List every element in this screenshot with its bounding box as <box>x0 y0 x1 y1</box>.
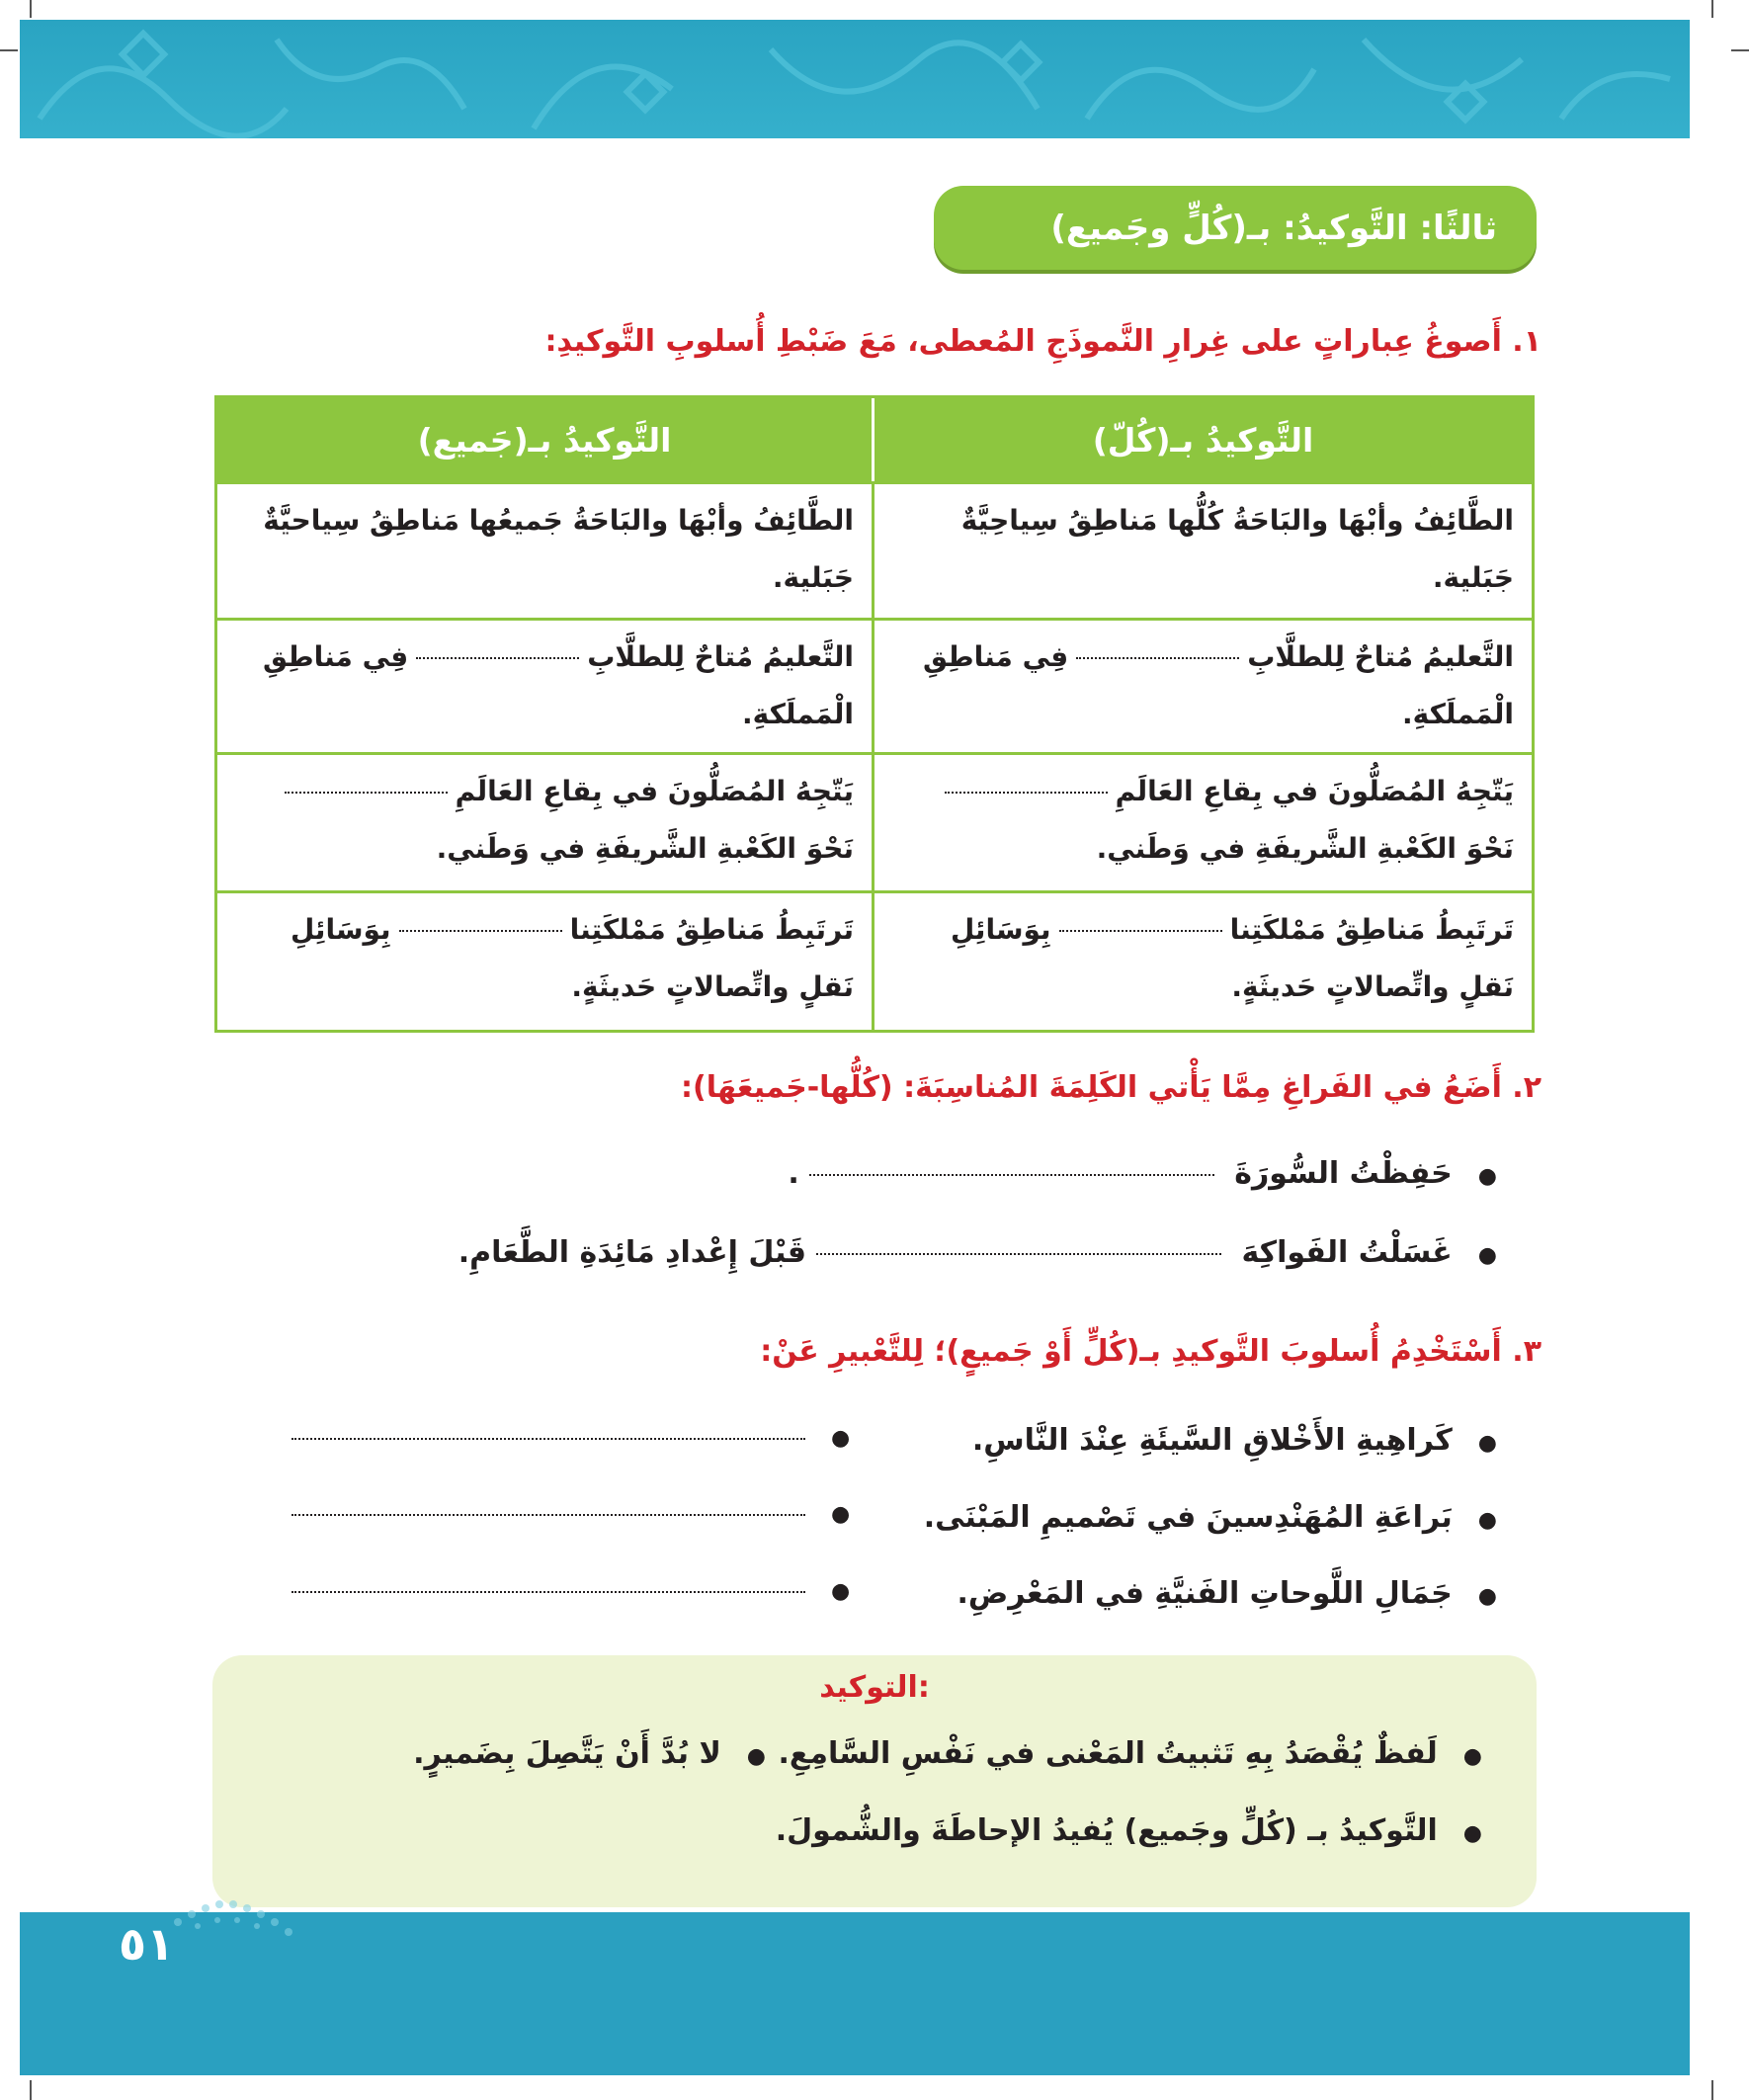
fill-item: ●غَسَلْتُ الفَواكِهَ قَبْلَ إِعْدادِ مَائِدَةِ الطَّعَامِ. <box>458 1235 1497 1270</box>
blank-field[interactable] <box>399 930 562 932</box>
crop-mark <box>1711 0 1713 18</box>
blank-field[interactable] <box>1076 657 1239 659</box>
note-item: ●لَفظٌ يُقْصَدُ بِهِ تَثبيتُ المَعْنى في نَفْسِ السَّامِعِ. <box>778 1736 1482 1771</box>
fill-item: ●حَفِظْتُ السُّورَةَ . <box>788 1156 1497 1191</box>
blank-field[interactable] <box>945 792 1108 794</box>
express-item: ●جَمَالِ اللَّوحاتِ الفَنيَّةِ في المَعْرِضِ. <box>957 1576 1497 1611</box>
answer-line <box>292 1579 850 1604</box>
bullet: ● <box>1477 1584 1497 1609</box>
blank-field[interactable] <box>292 1514 805 1516</box>
answer-line <box>292 1502 850 1527</box>
express-item: ●كَراهِيةِ الأَخْلاقِ السَّيئَةِ عِنْدَ النَّاسِ. <box>971 1423 1497 1458</box>
question-2-label: ٢. أَضَعُ في الفَراغِ مِمَّا يَأْتي الكَلِمَةَ المُناسِبَةَ: (كُلُّها-جَميعَهَا): <box>681 1070 1541 1105</box>
page-number: ٥١ <box>119 1917 175 1971</box>
bullet: ● <box>1477 1431 1497 1456</box>
ministry-logo-icon <box>158 1892 336 1952</box>
bullet: ● <box>831 1426 851 1451</box>
table-cell: التَّعليمُ مُتاحٌ لِلطلَّابِفِي مَناطِقِ الْمَملَكةِ. <box>217 618 872 752</box>
table-cell: التَّعليمُ مُتاحٌ لِلطلَّابِفِي مَناطِقِ الْمَملَكةِ. <box>872 618 1532 752</box>
table-cell: تَرتَبِطُ مَناطِقُ مَمْلكَتِنابِوَسَائِلِ نَقلٍ واتِّصالاتٍ حَديثَةٍ. <box>872 890 1532 1030</box>
note-item: ●التَّوكيدُ بـ (كُلٍّ وجَميع) يُفيدُ الإحاطَةَ والشُّمولَ. <box>775 1813 1482 1848</box>
crop-mark <box>1731 49 1749 51</box>
blank-field[interactable] <box>816 1253 1221 1255</box>
blank-field[interactable] <box>1059 930 1222 932</box>
table-header-kull: التَّوكيدُ بـ(كُلّ) <box>872 398 1532 481</box>
note-item: ●لا بُدَّ أَنْ يَتَّصِلَ بِضَميرٍ. <box>413 1736 766 1771</box>
bullet: ● <box>1477 1164 1497 1189</box>
header-band <box>20 20 1690 138</box>
question-1-label: ١. أَصوغُ عِباراتٍ على غِرارِ النَّموذَجِ المُعطى، مَعَ ضَبْطِ أُسلوبِ التَّوكيدِ: <box>544 324 1541 359</box>
bullet: ● <box>831 1579 851 1604</box>
crop-mark <box>0 49 18 51</box>
blank-field[interactable] <box>809 1174 1214 1176</box>
bullet: ● <box>1462 1821 1482 1846</box>
crop-mark <box>30 0 32 18</box>
express-item: ●بَراعَةِ المُهَنْدِسينَ في تَصْميمِ المَبْنَى. <box>923 1500 1497 1535</box>
bullet: ● <box>746 1744 766 1769</box>
table-cell: تَرتَبِطُ مَناطِقُ مَمْلكَتِنابِوَسَائِلِ نَقلٍ واتِّصالاتٍ حَديثَةٍ. <box>217 890 872 1030</box>
crop-mark <box>30 2080 32 2100</box>
crop-mark <box>1711 2080 1713 2100</box>
section-title: ثالثًا: التَّوكيدُ: بـ(كُلٍّ وجَميع) <box>934 186 1537 270</box>
question-3-label: ٣. أَسْتَخْدِمُ أُسلوبَ التَّوكيدِ بـ(كُلٍّ أَوْ جَميعٍ)؛ لِلتَّعْبيرِ عَنْ: <box>760 1334 1541 1369</box>
blank-field[interactable] <box>292 1591 805 1593</box>
table-cell: الطَّائِفُ وأبْهَا والبَاحَةُ كُلُّها مَناطِقُ سِياحِيَّةٌ جَبَلية. <box>872 481 1532 618</box>
emphasis-table <box>214 395 1535 1033</box>
table-cell: يَتّجِهُ المُصَلُّونَ في بِقاعِ العَالَمِ نَحْوَ الكَعْبةِ الشَّريفَةِ في وَطَني. <box>872 752 1532 890</box>
blank-field[interactable] <box>285 792 448 794</box>
note-title: التوكيد: <box>819 1670 930 1705</box>
bullet: ● <box>1477 1508 1497 1533</box>
blank-field[interactable] <box>292 1438 805 1440</box>
table-cell: الطَّائِفُ وأبْهَا والبَاحَةُ جَميعُها مَناطِقُ سِياحيَّةٌ جَبَلية. <box>217 481 872 618</box>
table-cell: يَتّجِهُ المُصَلُّونَ في بِقاعِ العَالَمِ نَحْوَ الكَعْبةِ الشَّريفَةِ في وَطَني. <box>217 752 872 890</box>
bullet: ● <box>1477 1243 1497 1268</box>
note-box <box>212 1655 1537 1907</box>
answer-line <box>292 1426 850 1451</box>
calligraphy-pattern <box>20 20 1690 138</box>
bullet: ● <box>1462 1744 1482 1769</box>
bullet: ● <box>831 1502 851 1527</box>
blank-field[interactable] <box>416 657 579 659</box>
table-header-jamee: التَّوكيدُ بـ(جَميع) <box>217 398 872 481</box>
